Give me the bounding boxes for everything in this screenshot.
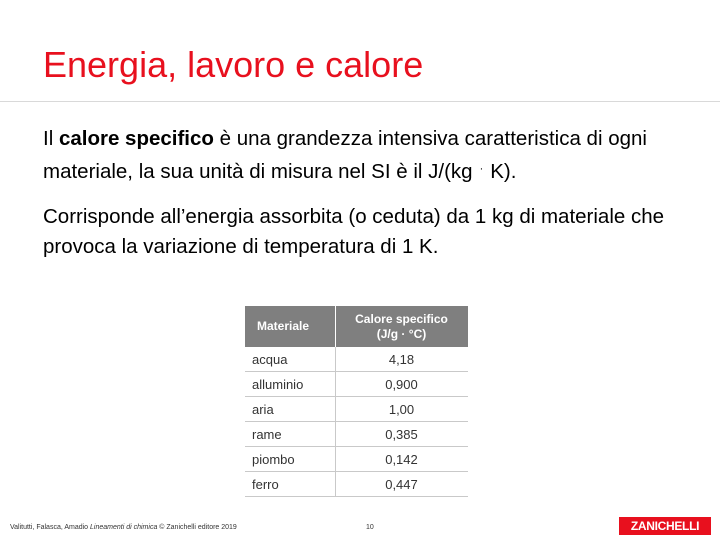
- cell-material: piombo: [245, 447, 335, 472]
- cell-material: rame: [245, 422, 335, 447]
- page-number: 10: [366, 524, 374, 531]
- header-specific-heat-line1: Calore specifico: [355, 311, 448, 326]
- footer-publisher: © Zanichelli editore 2019: [157, 524, 237, 531]
- specific-heat-table: [245, 306, 468, 497]
- cell-material: ferro: [245, 472, 335, 497]
- header-material: Materiale: [245, 306, 335, 347]
- paragraph-prefix: Il: [43, 127, 59, 150]
- cell-value: 4,18: [335, 347, 468, 372]
- table-row: [245, 397, 468, 422]
- title-divider: [0, 101, 720, 102]
- cell-value: 0,385: [335, 422, 468, 447]
- cell-value: 0,900: [335, 372, 468, 397]
- paragraph-specific-heat: [43, 124, 693, 187]
- paragraph-suffix: K).: [490, 160, 517, 183]
- bold-term: calore specifico: [58, 127, 214, 150]
- table-row: [245, 347, 468, 372]
- table-row: [245, 422, 468, 447]
- header-specific-heat-line2: (J/g · °C): [376, 326, 427, 341]
- cell-value: 0,142: [335, 447, 468, 472]
- table-row: [245, 472, 468, 497]
- footer-authors: Valitutti, Falasca, Amadio: [10, 524, 91, 531]
- multiplication-dot: ·: [479, 163, 484, 175]
- publisher-logo: ZANICHELLI: [619, 517, 711, 535]
- footer-credits: [10, 524, 237, 531]
- cell-material: alluminio: [245, 372, 335, 397]
- table-header-row: [245, 306, 468, 347]
- table-row: [245, 372, 468, 397]
- paragraph-middle: è una grandezza intensiva caratteristica di ogni materiale, la sua unità di misura nel SI è il J/(kg: [43, 127, 647, 183]
- paragraph-definition: Corrisponde all’energia assorbita (o ceduta) da 1 kg di materiale che provoca la variazione di temperatura di 1 K.: [43, 205, 665, 258]
- slide-title: Energia, lavoro e calore: [43, 44, 424, 85]
- header-specific-heat: [335, 306, 468, 347]
- cell-value: 1,00: [335, 397, 468, 422]
- footer-book-title: Lineamenti di chimica: [90, 524, 158, 531]
- table-row: [245, 447, 468, 472]
- cell-value: 0,447: [335, 472, 468, 497]
- cell-material: acqua: [245, 347, 335, 372]
- cell-material: aria: [245, 397, 335, 422]
